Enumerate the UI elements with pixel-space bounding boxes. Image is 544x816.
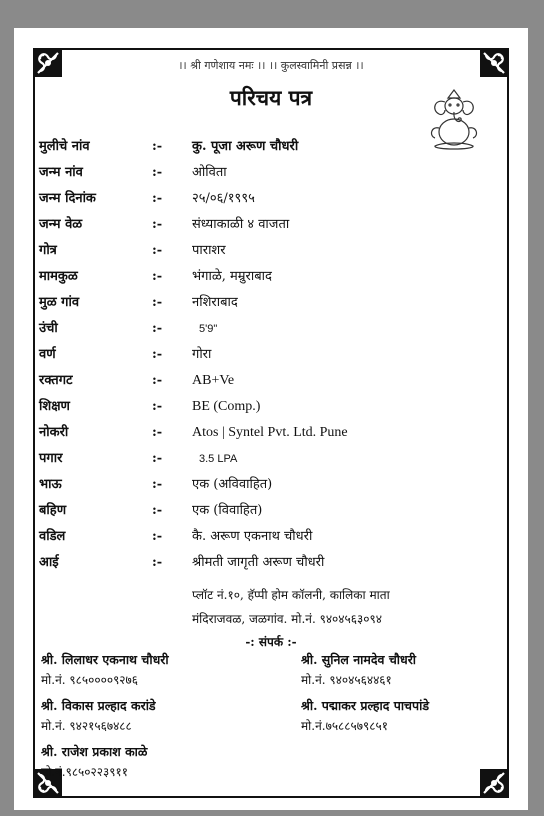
field-value: गोरा [192, 347, 212, 362]
field-label: उंची [39, 321, 58, 336]
contact-phone: मो.नं. ९४०४५६४४६१ [301, 673, 392, 687]
field-label: मुळ गांव [39, 295, 80, 310]
field-birth-date [39, 186, 501, 212]
address-line-2: मंदिराजवळ, जळगांव. मो.नं. ९४०४५६३०९४ [192, 612, 382, 626]
field-label: गोत्र [39, 243, 57, 258]
field-value: Atos | Syntel Pvt. Ltd. Pune [192, 425, 348, 440]
field-label: बहिण [39, 503, 67, 518]
decorative-border [33, 48, 509, 798]
field-label: जन्म दिनांक [39, 191, 96, 206]
contact-name: श्री. लिलाधर एकनाथ चौधरी [41, 652, 169, 667]
field-separator: :- [152, 529, 163, 544]
contact-phone: मो.नं.९८५०२२३९११ [41, 765, 128, 779]
field-separator: :- [152, 373, 163, 388]
field-mother [39, 550, 501, 576]
field-separator: :- [152, 399, 163, 414]
field-label: शिक्षण [39, 399, 70, 414]
address-line-1: प्लॉट नं.१०, हॅप्पी होम कॉलनी, कालिका माता [192, 588, 390, 602]
contact-name: श्री. सुनिल नामदेव चौधरी [301, 652, 417, 667]
field-separator: :- [152, 477, 163, 492]
field-sister [39, 498, 501, 524]
page-title: परिचय पत्र [229, 85, 313, 110]
contact-phone: मो.नं. ९४२१५६७४८८ [41, 719, 132, 733]
contact-person [301, 696, 429, 736]
contact-person [41, 696, 156, 736]
field-separator: :- [152, 555, 163, 570]
field-label: वडिल [39, 529, 66, 544]
contact-person [41, 650, 169, 690]
field-value: AB+Ve [192, 373, 235, 388]
field-label: नोकरी [39, 425, 69, 440]
field-separator: :- [152, 139, 163, 154]
contact-person [41, 742, 147, 782]
field-value: 5'9" [199, 323, 218, 335]
field-job [39, 420, 501, 446]
field-separator: :- [152, 243, 163, 258]
field-label: मामकुळ [39, 269, 78, 284]
field-education [39, 394, 501, 420]
field-label: भाऊ [39, 477, 62, 492]
field-label: जन्म नांव [39, 165, 83, 180]
field-value: कु. पूजा अरूण चौधरी [192, 139, 299, 154]
field-value: २५/०६/१९९५ [192, 191, 255, 206]
field-father [39, 524, 501, 550]
field-value: 3.5 LPA [199, 453, 238, 465]
field-girl-name [39, 134, 501, 160]
field-height [39, 316, 501, 342]
contact-phone: मो.नं. ९८५००००९२७६ [41, 673, 139, 687]
contact-heading: -: संपर्क :- [245, 635, 297, 649]
field-value: भंगाळे, मम्रुराबाद [192, 269, 272, 284]
field-value: कै. अरूण एकनाथ चौधरी [192, 529, 313, 544]
field-birth-time [39, 212, 501, 238]
field-value: पाराशर [192, 243, 226, 258]
field-label: रक्तगट [39, 373, 73, 388]
contact-phone: मो.नं.७५८८५७९८५१ [301, 719, 388, 733]
field-separator: :- [152, 451, 163, 466]
field-value: नशिराबाद [192, 295, 238, 310]
field-value: BE (Comp.) [192, 399, 261, 414]
field-label: वर्ण [39, 347, 56, 362]
field-label: आई [39, 555, 59, 570]
corner-ornament-icon [480, 769, 508, 797]
field-complexion [39, 342, 501, 368]
field-separator: :- [152, 191, 163, 206]
field-label: मुलीचे नांव [39, 139, 90, 154]
contact-name: श्री. राजेश प्रकाश काळे [41, 744, 148, 759]
field-label: पगार [39, 451, 63, 466]
field-salary [39, 446, 501, 472]
invocation-line: ।। श्री गणेशाय नमः ।। ।। कुलस्वामिनी प्रसन्न ।। [178, 59, 364, 72]
field-value: संध्याकाळी ४ वाजता [192, 217, 290, 232]
field-birth-name [39, 160, 501, 186]
contact-person [301, 650, 416, 690]
field-separator: :- [152, 165, 163, 180]
field-separator: :- [152, 295, 163, 310]
field-gotra [39, 238, 501, 264]
field-value: एक (विवाहित) [192, 503, 263, 518]
profile-fields [39, 134, 501, 576]
contact-name: श्री. पद्माकर प्रल्हाद पाचपांडे [301, 698, 430, 713]
field-maternal-family [39, 264, 501, 290]
field-separator: :- [152, 425, 163, 440]
field-separator: :- [152, 347, 163, 362]
document-page [14, 28, 528, 810]
field-label: जन्म वेळ [39, 217, 83, 232]
field-separator: :- [152, 321, 163, 336]
field-separator: :- [152, 269, 163, 284]
field-blood-group [39, 368, 501, 394]
field-value: श्रीमती जागृती अरूण चौधरी [192, 555, 325, 570]
field-native-village [39, 290, 501, 316]
field-brother [39, 472, 501, 498]
field-value: ओविता [192, 165, 227, 180]
field-value: एक (अविवाहित) [192, 477, 273, 492]
field-separator: :- [152, 503, 163, 518]
field-separator: :- [152, 217, 163, 232]
contact-name: श्री. विकास प्रल्हाद करांडे [41, 698, 156, 713]
